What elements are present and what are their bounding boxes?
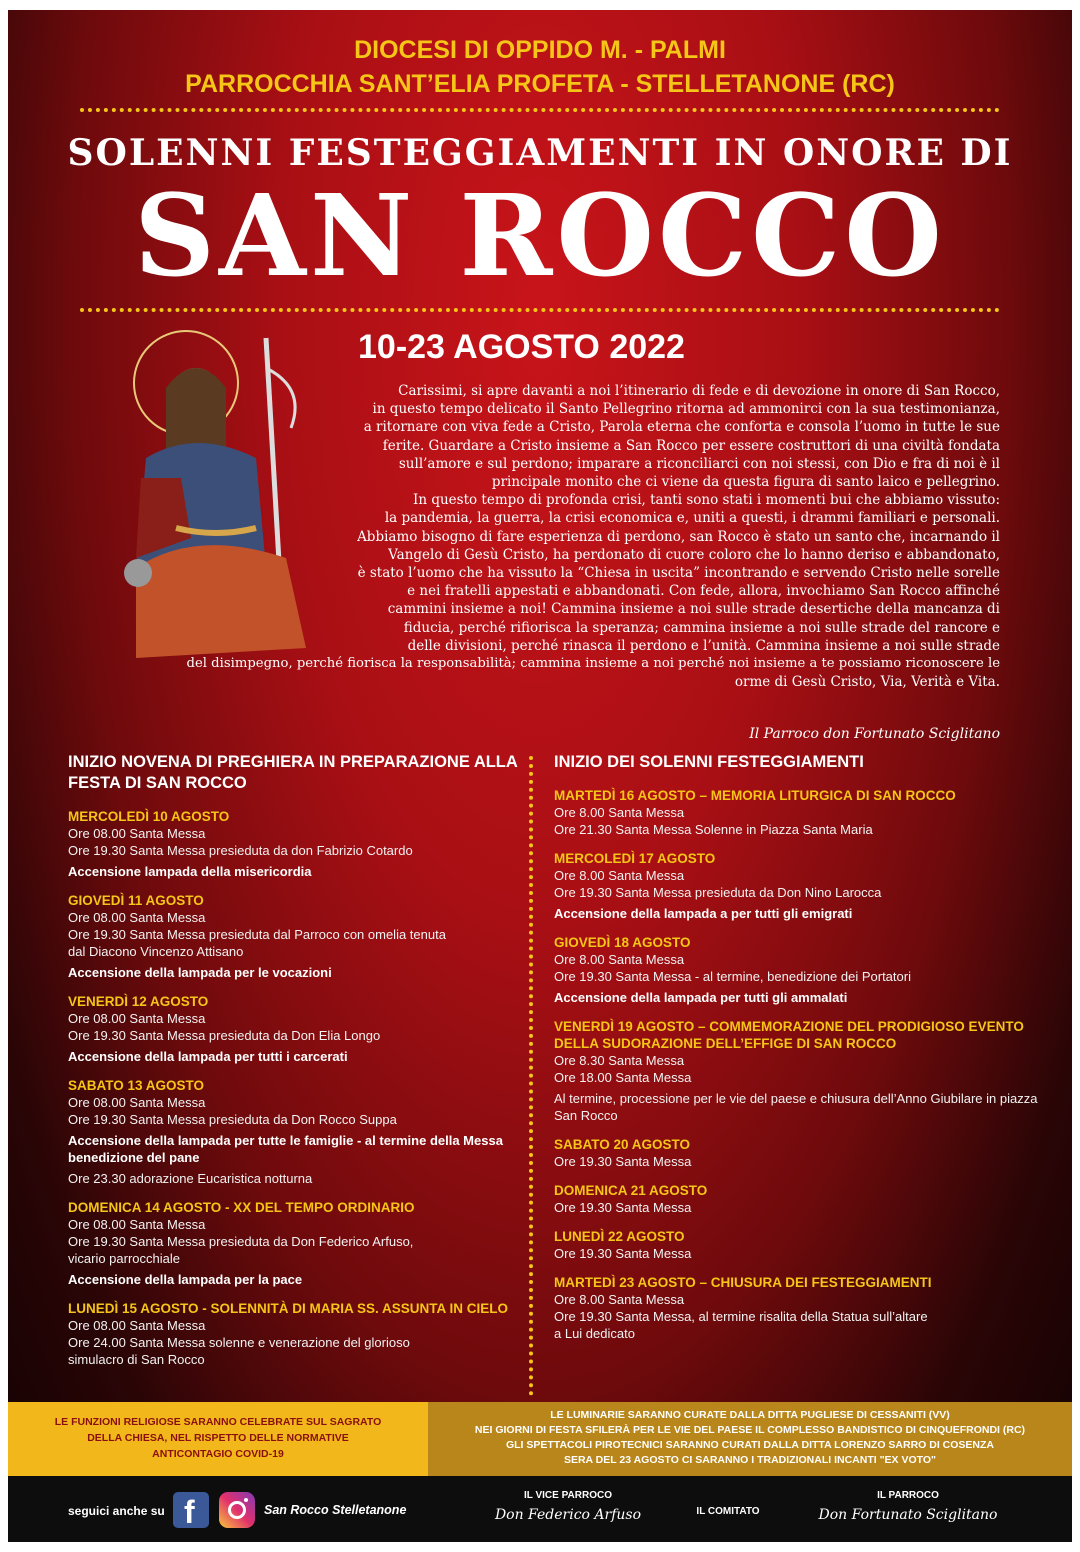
lamp-dedication: Accensione della lampada per tutte le famiglie - al termine della Messa benedizione del pane [68,1133,503,1165]
signature-role: IL VICE PARROCO [524,1490,612,1501]
signature-role: IL COMITATO [696,1506,760,1517]
notice-line: ANTICONTAGIO COVID-19 [152,1448,284,1460]
committee-signature [678,1506,778,1517]
mass-time: Ore 08.00 Santa Messa [68,1095,206,1110]
notice-line: GLI SPETTACOLI PIROTECNICI SARANNO CURATI DALLA DITTA LORENZO SARRO DI COSENZA [505,1439,995,1451]
schedule-day [554,1136,1044,1170]
day-title: VENERDÌ 19 AGOSTO – COMMEMORAZIONE DEL PRODIGIOSO EVENTO DELLA SUDORAZIONE DELL’EFFIGE DI SAN ROCCO [554,1019,1024,1051]
day-title: SABATO 20 AGOSTO [554,1137,691,1152]
dotted-divider [80,108,1000,112]
letter-line: orme di Gesù Cristo, Via, Verità e Vita. [734,674,1000,691]
letter-line: Abbiamo bisogno di fare esperienza di perdono, san Rocco è stato un santo che, incarnando il [357,528,1000,545]
festival-notice [428,1402,1072,1476]
day-title: DOMENICA 14 AGOSTO - XX DEL TEMPO ORDINARIO [68,1200,415,1215]
mass-time: a Lui dedicato [554,1326,635,1341]
diocese-line: DIOCESI DI OPPIDO M. - PALMI [354,36,726,64]
schedule-day [68,1300,518,1368]
follow-label: seguici anche su [68,1504,165,1518]
mass-time: Ore 08.00 Santa Messa [68,1217,206,1232]
page-title: SAN ROCCO [134,171,946,302]
mass-time: Ore 8.00 Santa Messa [554,868,685,883]
mass-time: Ore 24.00 Santa Messa solenne e venerazione del glorioso [68,1335,410,1350]
day-title: GIOVEDÌ 18 AGOSTO [554,935,691,950]
signature-role: IL PARROCO [877,1490,939,1501]
day-title: MARTEDÌ 23 AGOSTO – CHIUSURA DEI FESTEGGIAMENTI [554,1275,932,1290]
mass-time: Ore 19.30 Santa Messa, al termine risalita della Statua sull’altare [554,1309,928,1324]
schedule-day [554,1228,1044,1262]
lamp-dedication: Accensione della lampada per le vocazioni [68,965,332,980]
schedule-day [554,1182,1044,1216]
facebook-icon[interactable]: f [173,1492,209,1528]
letter-line: a ritornare con viva fede a Cristo, Parola eterna che conforta e consola l’uomo in tutte le sue [363,419,1000,436]
notice-line: LE FUNZIONI RELIGIOSE SARANNO CELEBRATE SUL SAGRATO [54,1416,382,1428]
mass-time: Ore 19.30 Santa Messa presieduta da Don Federico Arfuso, [68,1234,414,1249]
mass-time: Ore 19.30 Santa Messa presieduta da Don Nino Larocca [554,885,882,900]
social-handle[interactable]: San Rocco Stelletanone [264,1503,407,1517]
schedule-day [68,892,518,981]
pastoral-letter [68,382,1000,691]
day-title: MARTEDÌ 16 AGOSTO – MEMORIA LITURGICA DI SAN ROCCO [554,788,956,803]
day-title: LUNEDÌ 15 AGOSTO - SOLENNITÀ DI MARIA SS. ASSUNTA IN CIELO [68,1301,509,1316]
letter-signature: Il Parroco don Fortunato Sciglitano [749,726,1000,742]
lamp-dedication: Accensione lampada della misericordia [68,864,312,879]
mass-time: Ore 19.30 Santa Messa [554,1154,692,1169]
day-title: MERCOLEDÌ 10 AGOSTO [68,809,230,824]
letter-line: la pandemia, la guerra, la crisi economica e, uniti a questi, i drammi familiari e personali. [384,510,1000,527]
letter-line: in questo tempo delicato il Santo Pellegrino ritorna ad ammonirci con la sua testimonianza, [372,401,1000,418]
mass-time: Ore 19.30 Santa Messa presieduta da Don Elia Longo [68,1028,381,1043]
lamp-dedication: Accensione della lampada per tutti i carcerati [68,1049,348,1064]
day-title: VENERDÌ 12 AGOSTO [68,994,209,1009]
notices-bar [8,1402,1072,1476]
letter-line: In questo tempo di profonda crisi, tanti sono stati i momenti bui che abbiamo vissuto: [413,492,1000,509]
notice-line: LE LUMINARIE SARANNO CURATE DALLA DITTA PUGLIESE DI CESSANITI (VV) [550,1409,950,1421]
schedule-day [554,934,1044,1006]
schedule-day [554,850,1044,922]
mass-time: Ore 21.30 Santa Messa Solenne in Piazza Santa Maria [554,822,873,837]
mass-time: vicario parrocchiale [68,1251,180,1266]
letter-line: fiducia, perché rifiorisca la speranza; cammina insieme a noi sulle strade del rancore e [403,619,1000,636]
festivities-heading: INIZIO DEI SOLENNI FESTEGGIAMENTI [554,753,864,771]
schedule-day [554,1018,1044,1124]
letter-line: principale monito che ci viene da questa figura di santo laico e pellegrino. [491,474,1000,491]
mass-time: Ore 19.30 Santa Messa presieduta dal Parroco con omelia tenuta [68,927,446,942]
mass-time: Ore 19.30 Santa Messa presieduta da don Fabrizio Cotardo [68,843,413,858]
instagram-icon[interactable] [219,1492,255,1528]
schedule-day [68,808,518,880]
mass-time: Ore 19.30 Santa Messa presieduta da Don Rocco Suppa [68,1112,397,1127]
letter-line: delle divisioni, perché rinasca il perdono e l’unità. Cammina insieme a noi sulle strade [407,637,1000,654]
mass-time: Ore 19.30 Santa Messa [554,1246,692,1261]
notice-line: NEI GIORNI DI FESTA SFILERÀ PER LE VIE DEL PAESE IL COMPLESSO BANDISTICO DI CINQUEFRONDI (RC) [474,1424,1026,1436]
mass-time: simulacro di San Rocco [68,1352,205,1367]
event-dates: 10-23 AGOSTO 2022 [358,328,685,366]
schedule-day [68,1199,518,1288]
mass-time: Ore 08.00 Santa Messa [68,1011,206,1026]
day-title: DOMENICA 21 AGOSTO [554,1183,708,1198]
day-title: LUNEDÌ 22 AGOSTO [554,1229,685,1244]
novena-heading: INIZIO NOVENA DI PREGHIERA IN PREPARAZIONE ALLA FESTA DI SAN ROCCO [68,753,518,792]
mass-time: Ore 8.00 Santa Messa [554,1292,685,1307]
subtitle: SOLENNI FESTEGGIAMENTI IN ONORE DI [67,132,1013,174]
letter-line: Carissimi, si apre davanti a noi l’itinerario di fede e di devozione in onore di San Rocco, [398,383,1000,399]
novena-event-list [68,808,518,1368]
schedule-day [68,1077,518,1187]
schedule-day [68,993,518,1065]
signature-name: Don Federico Arfuso [494,1507,642,1523]
dotted-divider [80,308,1000,312]
column-divider [529,756,533,1396]
lamp-dedication: Accensione della lampada per la pace [68,1272,303,1287]
mass-time: Ore 08.00 Santa Messa [68,910,206,925]
festivities-event-list [554,787,1044,1342]
festivities-schedule [554,752,1044,1354]
notice-line: SERA DEL 23 AGOSTO CI SARANNO I TRADIZIONALI INCANTI "EX VOTO" [563,1454,937,1466]
letter-line: e nei fratelli appestati e abbandonati. Con fede, allora, invochiamo San Rocco affinché [407,583,1000,600]
footer [8,1476,1072,1542]
mass-time: Ore 18.00 Santa Messa [554,1070,692,1085]
mass-time: dal Diacono Vincenzo Attisano [68,944,244,959]
mass-time: Ore 08.00 Santa Messa [68,1318,206,1333]
vice-parroco-signature [478,1490,658,1523]
novena-schedule [68,752,518,1380]
extra-note: Al termine, processione per le vie del paese e chiusura dell’Anno Giubilare in piazza San Rocco [554,1091,1038,1123]
mass-time: Ore 19.30 Santa Messa [554,1200,692,1215]
mass-time: Ore 8.00 Santa Messa [554,952,685,967]
letter-line: Vangelo di Gesù Cristo, ha perdonato di cuore coloro che lo hanno deriso e abbandonato, [388,546,1000,563]
letter-line: del disimpegno, perché fiorisca la responsabilità; cammina insieme a noi perché noi insieme a te possiamo riconoscere le [186,656,1000,672]
mass-time: Ore 19.30 Santa Messa - al termine, benedizione dei Portatori [554,969,911,984]
notice-line: DELLA CHIESA, NEL RISPETTO DELLE NORMATIVE [87,1432,349,1444]
day-title: SABATO 13 AGOSTO [68,1078,205,1093]
mass-time: Ore 8.00 Santa Messa [554,805,685,820]
lamp-dedication: Accensione della lampada per tutti gli ammalati [554,990,848,1005]
parroco-signature [798,1490,1018,1523]
letter-line: sull’amore e sul perdono; imparare a riconciliarci con noi stessi, con Dio e fra di noi è il [398,455,1000,472]
letter-line: cammini insieme a noi! Cammina insieme a noi sulle strade desertiche della mancanza di [387,601,1000,618]
parish-line: PARROCCHIA SANT’ELIA PROFETA - STELLETANONE (RC) [185,70,895,98]
day-title: MERCOLEDÌ 17 AGOSTO [554,851,716,866]
extra-note: Ore 23.30 adorazione Eucaristica notturna [68,1171,313,1186]
poster [8,10,1072,1542]
mass-time: Ore 08.00 Santa Messa [68,826,206,841]
mass-time: Ore 8.30 Santa Messa [554,1053,685,1068]
day-title: GIOVEDÌ 11 AGOSTO [68,893,204,908]
schedule-day [554,1274,1044,1342]
lamp-dedication: Accensione della lampada a per tutti gli emigrati [554,906,853,921]
letter-line: è stato l’uomo che ha vissuto la “Chiesa in uscita” incontrando e servendo Cristo nelle sorelle [357,565,1000,582]
signature-name: Don Fortunato Sciglitano [818,1507,998,1523]
letter-line: ferite. Guardare a Cristo insieme a San Rocco per essere costruttori di una civiltà fondata [382,437,1000,454]
covid-notice [8,1402,428,1476]
schedule-day [554,787,1044,838]
